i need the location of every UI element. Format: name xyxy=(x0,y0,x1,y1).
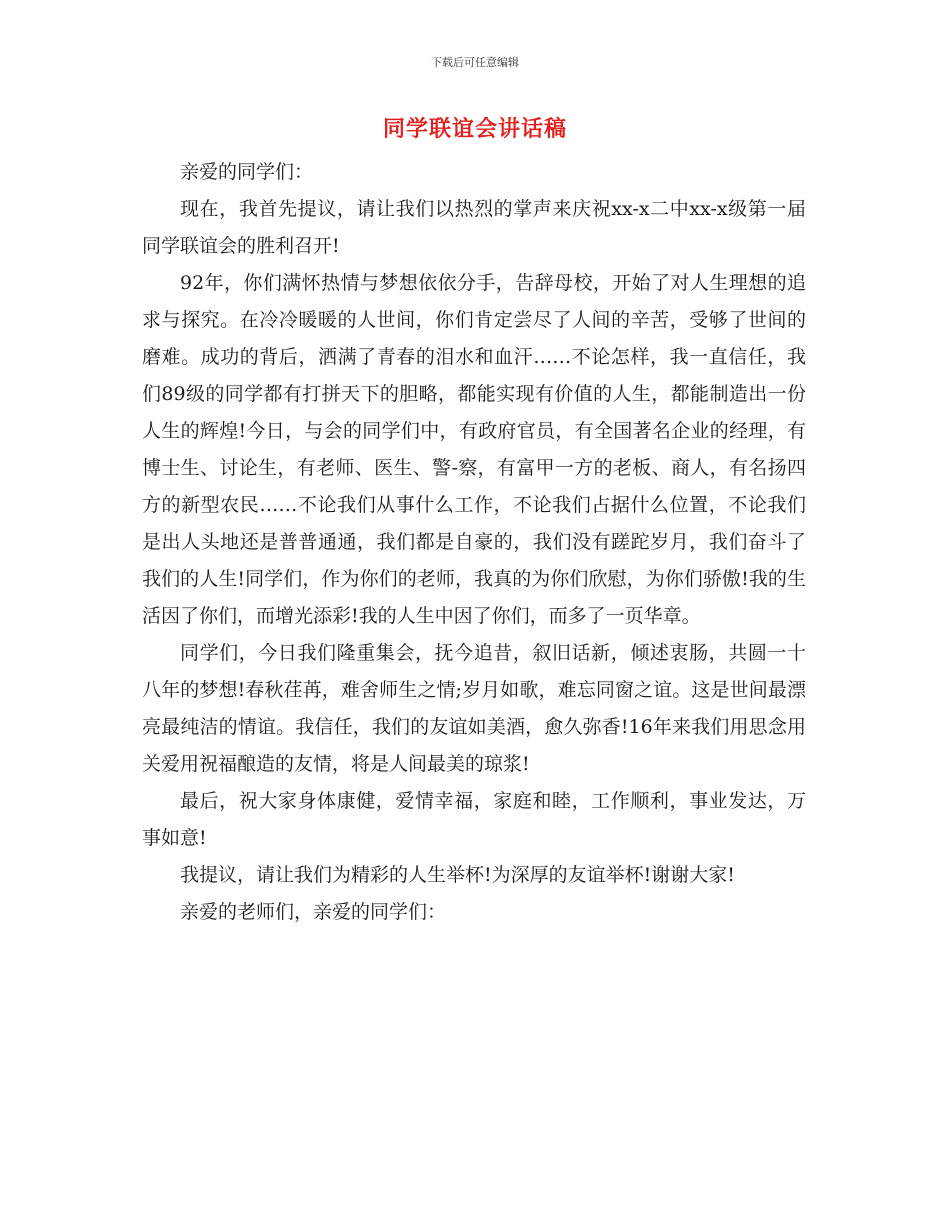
page-header: 下载后可任意编辑 xyxy=(431,56,519,69)
paragraph-memories: 92年，你们满怀热情与梦想依依分手，告辞母校，开始了对人生理想的追求与探究。在冷冷暖暖的人世间，你们肯定尝尽了人间的辛苦，受够了世间的磨难。成功的背后，洒满了青春的泪水和血汗……不论怎样，我一直信任，我们89级的同学都有打拼天下的胆略，都能实现有价值的人生，都能制造出一份人生的辉煌!今日，与会的同学们中，有政府官员，有全国著名企业的经理，有博士生、讨论生，有老师、医生、警-察，有富甲一方的老板、商人，有名扬四方的新型农民……不论我们从事什么工作，不论我们占据什么位置，不论我们是出人头地还是普普通通，我们都是自豪的，我们没有蹉跎岁月，我们奋斗了我们的人生!同学们，作为你们的老师，我真的为你们欣慰，为你们骄傲!我的生活因了你们，而增光添彩!我的人生中因了你们，而多了一页华章。 xyxy=(142,272,806,627)
paragraph-wishes: 最后，祝大家身体康健，爱情幸福，家庭和睦，工作顺利，事业发达，万事如意! xyxy=(142,790,806,849)
paragraph-closing-greeting: 亲爱的老师们，亲爱的同学们： xyxy=(180,901,447,923)
paragraph-greeting: 亲爱的同学们： xyxy=(180,161,314,183)
paragraph-toast: 我提议，请让我们为精彩的人生举杯!为深厚的友谊举杯!谢谢大家! xyxy=(180,864,735,886)
document-body xyxy=(142,154,806,931)
document-title: 同学联谊会讲话稿 xyxy=(382,117,567,142)
paragraph-reunion: 同学们，今日我们隆重集会，抚今追昔，叙旧话新，倾述衷肠，共圆一十八年的梦想!春秋荏苒，难舍师生之情;岁月如歌，难忘同窗之谊。这是世间最漂亮最纯洁的情谊。我信任，我们的友谊如美酒，愈久弥香!16年来我们用思念用关爱用祝福酿造的友情，将是人间最美的琼浆! xyxy=(142,642,806,775)
paragraph-opening: 现在，我首先提议，请让我们以热烈的掌声来庆祝xx-x二中xx-x级第一届同学联谊会的胜利召开! xyxy=(142,198,806,257)
